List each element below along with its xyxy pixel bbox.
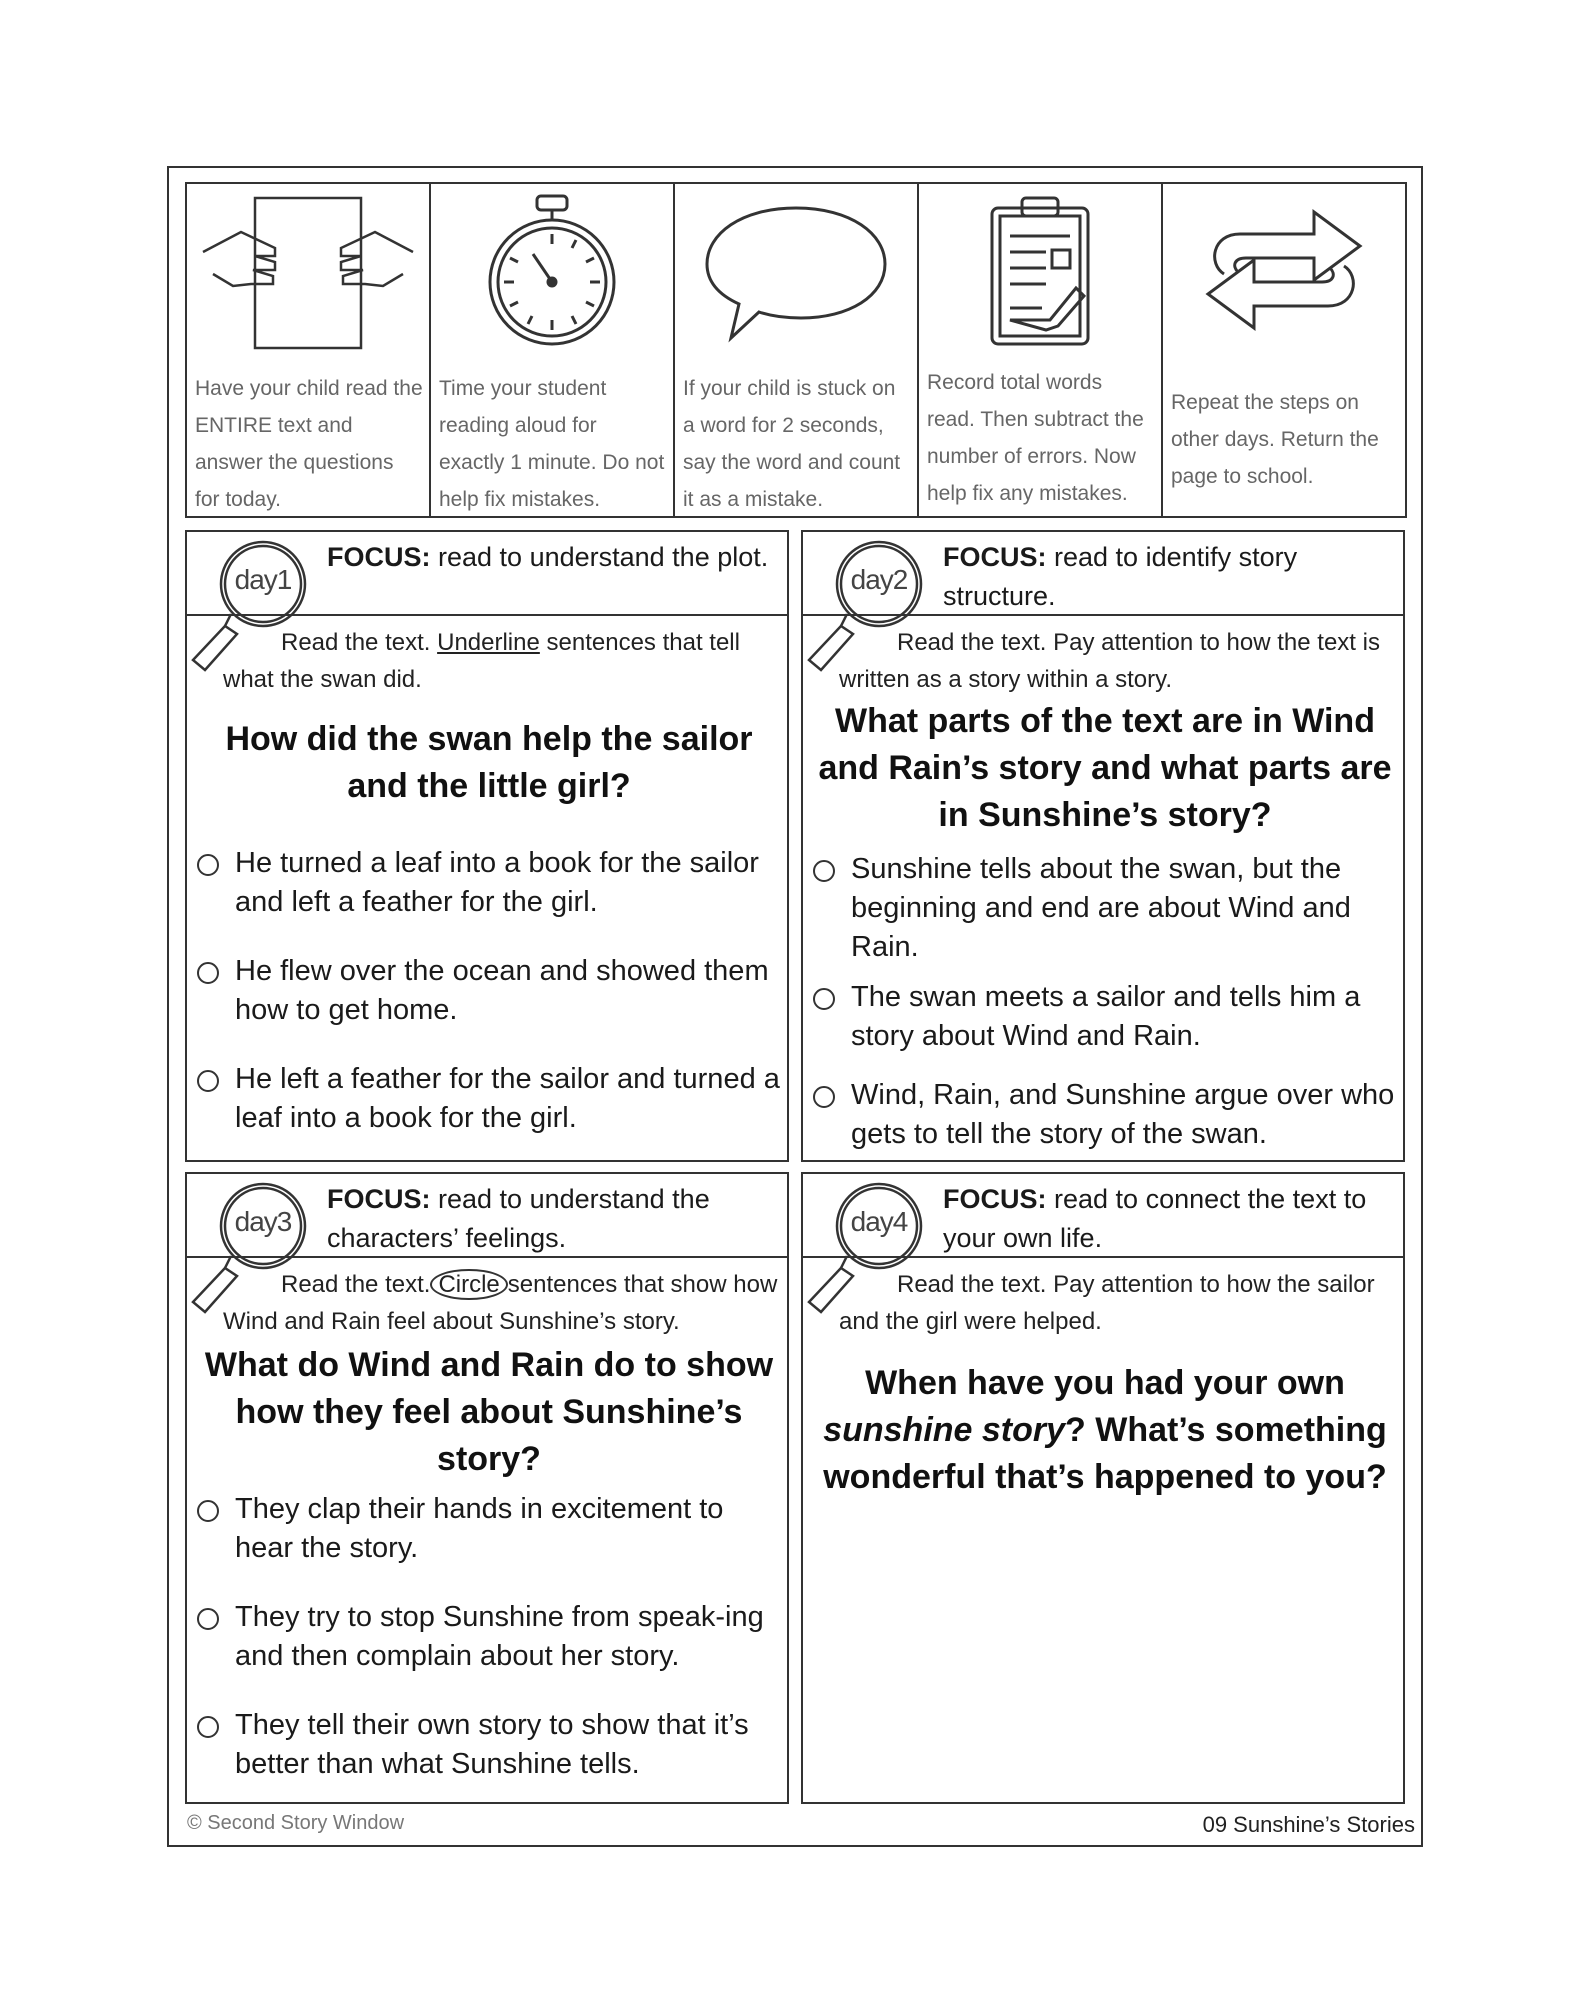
day2-option-a[interactable]: Sunshine tells about the swan, but the beginning and end are about Wind and Rain. bbox=[811, 850, 1397, 967]
radio-bubble[interactable] bbox=[197, 1608, 219, 1630]
day3-instructions: Read the text. Circle sentences that show how Wind and Rain feel about Sunshine’s story. bbox=[223, 1271, 778, 1335]
day3-focus: FOCUS: read to understand the characters’ feelings. bbox=[327, 1184, 710, 1253]
day2-panel bbox=[801, 530, 1405, 1162]
radio-bubble[interactable] bbox=[813, 988, 835, 1010]
day3-option-b[interactable]: They try to stop Sunshine from speak-ing and then complain about her story. bbox=[195, 1598, 781, 1676]
day1-question: How did the swan help the sailor and the little girl? bbox=[225, 720, 753, 805]
day4-focus: FOCUS: read to connect the text to your own life. bbox=[943, 1184, 1367, 1253]
radio-bubble[interactable] bbox=[197, 1070, 219, 1092]
radio-bubble[interactable] bbox=[813, 1086, 835, 1108]
repeat-arrows-icon bbox=[1194, 190, 1374, 350]
day3-option-c[interactable]: They tell their own story to show that it’s better than what Sunshine tells. bbox=[195, 1706, 781, 1784]
day2-focus: FOCUS: read to identify story structure. bbox=[943, 542, 1298, 611]
step-repeat bbox=[1163, 184, 1405, 516]
day3-label: day3 bbox=[234, 1206, 292, 1237]
day3-option-a[interactable]: They clap their hands in excitement to hear the story. bbox=[195, 1490, 781, 1568]
instruction-strip bbox=[185, 182, 1407, 518]
radio-bubble[interactable] bbox=[197, 1500, 219, 1522]
day4-instructions: Read the text. Pay attention to how the sailor and the girl were helped. bbox=[839, 1271, 1375, 1335]
step-record bbox=[919, 184, 1163, 516]
day1-option-a[interactable]: He turned a leaf into a book for the sailor and left a feather for the girl. bbox=[195, 844, 781, 922]
copyright: © Second Story Window bbox=[187, 1812, 405, 1834]
day1-focus: FOCUS: read to understand the plot. bbox=[327, 542, 769, 572]
step-repeat-text: Repeat the steps on other days. Return the page to school. bbox=[1171, 391, 1379, 488]
story-title: 09 Sunshine’s Stories bbox=[1202, 1812, 1415, 1837]
step-help bbox=[675, 184, 919, 516]
worksheet-page bbox=[167, 166, 1423, 1847]
day3-question: What do Wind and Rain do to show how they feel about Sunshine’s story? bbox=[204, 1346, 774, 1478]
day4-label: day4 bbox=[850, 1206, 908, 1237]
day2-option-b[interactable]: The swan meets a sailor and tells him a story about Wind and Rain. bbox=[811, 978, 1397, 1056]
underline-word: Underline bbox=[437, 629, 540, 656]
day1-panel bbox=[185, 530, 789, 1162]
step-time bbox=[431, 184, 675, 516]
day1-option-c[interactable]: He left a feather for the sailor and turned a leaf into a book for the girl. bbox=[195, 1060, 781, 1138]
speech-bubble-icon bbox=[701, 190, 891, 350]
step-read-text: Have your child read the ENTIRE text and answer the questions for today. bbox=[195, 377, 423, 511]
radio-bubble[interactable] bbox=[197, 854, 219, 876]
step-time-text: Time your student reading aloud for exactly 1 minute. Do not help fix mistakes. bbox=[439, 377, 665, 511]
radio-bubble[interactable] bbox=[197, 962, 219, 984]
circle-word: Circle bbox=[430, 1269, 507, 1300]
day2-question: What parts of the text are in Wind and Rain’s story and what parts are in Sunshine’s story? bbox=[818, 702, 1392, 834]
radio-bubble[interactable] bbox=[813, 860, 835, 882]
step-read bbox=[187, 184, 431, 516]
day4-question: When have you had your own sunshine story? What’s something wonderful that’s happened to you? bbox=[823, 1364, 1387, 1496]
day2-option-c[interactable]: Wind, Rain, and Sunshine argue over who gets to tell the story of the swan. bbox=[811, 1076, 1397, 1154]
day2-instructions: Read the text. Pay attention to how the text is written as a story within a story. bbox=[839, 629, 1380, 693]
day1-label: day1 bbox=[234, 564, 292, 595]
step-help-text: If your child is stuck on a word for 2 seconds, say the word and count it as a mistake. bbox=[683, 377, 901, 511]
hands-holding-paper-icon bbox=[193, 190, 423, 350]
day3-panel bbox=[185, 1172, 789, 1804]
day1-instructions: Read the text. Underline sentences that tell what the swan did. bbox=[223, 629, 740, 693]
day1-option-b[interactable]: He flew over the ocean and showed them how to get home. bbox=[195, 952, 781, 1030]
day2-label: day2 bbox=[850, 564, 908, 595]
step-record-text: Record total words read. Then subtract the number of errors. Now help fix any mistakes. bbox=[927, 371, 1144, 505]
day4-panel bbox=[801, 1172, 1405, 1804]
radio-bubble[interactable] bbox=[197, 1716, 219, 1738]
stopwatch-icon bbox=[477, 190, 627, 350]
clipboard-icon bbox=[980, 190, 1100, 350]
